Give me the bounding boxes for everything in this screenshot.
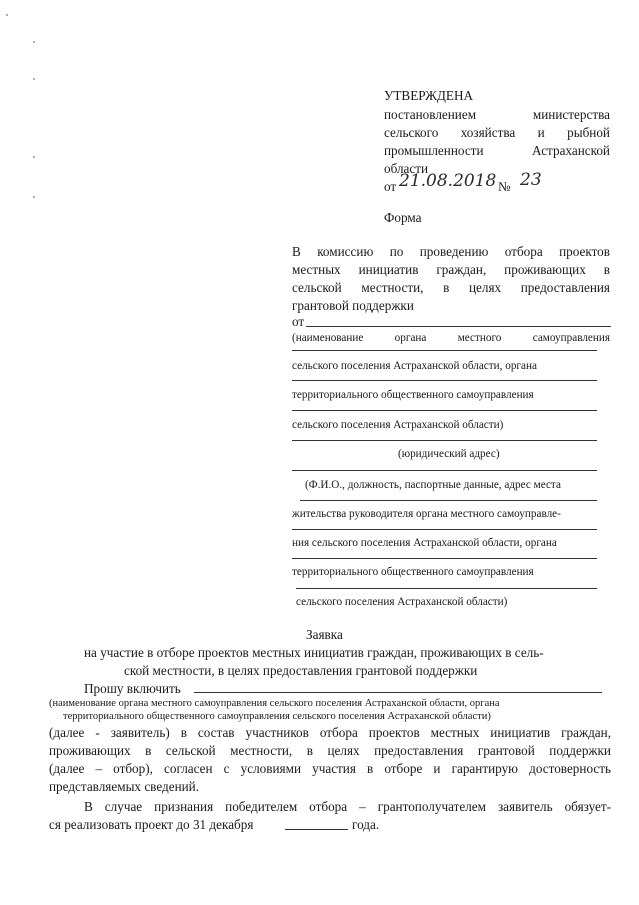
applicant-name-fill — [194, 692, 602, 693]
approval-date-prefix: от — [384, 179, 397, 194]
fill-line — [292, 440, 597, 441]
applicant-hint-line: ния сельского поселения Астраханской области, органа — [292, 537, 557, 549]
approval-line: области — [384, 161, 429, 176]
request-hint: (наименование органа местного самоуправления сельского поселения Астраханской области, органа — [49, 698, 500, 709]
body-line: (далее - заявитель) в состав участников отбора проектов местных инициатив граждан, — [49, 725, 611, 740]
request-label: Прошу включить — [84, 681, 181, 696]
scan-speck — [33, 156, 35, 158]
fill-line — [292, 350, 597, 351]
applicant-hint-line: сельского поселения Астраханской области, органа — [292, 360, 537, 372]
fill-line — [292, 558, 597, 559]
fill-line — [292, 380, 597, 381]
addressee-line: грантовой поддержки — [292, 298, 414, 313]
application-subtitle: ской местности, в целях предоставления грантовой поддержки — [124, 663, 478, 678]
scan-speck — [33, 78, 35, 80]
fill-line — [292, 410, 597, 411]
applicant-hint-line: (юридический адрес) — [398, 448, 500, 460]
addressee-line: В комиссию по проведению отбора проектов — [292, 244, 610, 259]
application-subtitle: на участие в отборе проектов местных инициатив граждан, проживающих в сель- — [84, 645, 544, 660]
addressee-line: сельской местности, в целях предоставления — [292, 280, 610, 295]
request-hint: территориального общественного самоуправления сельского поселения Астраханской области) — [63, 711, 491, 722]
applicant-hint-line: сельского поселения Астраханской области) — [292, 419, 504, 431]
form-label: Форма — [384, 210, 422, 225]
applicant-name-field — [306, 326, 611, 327]
fill-line — [300, 500, 597, 501]
body-line: ся реализовать проект до 31 декабря — [49, 817, 254, 832]
applicant-hint-line: территориального общественного самоуправления — [292, 566, 534, 578]
applicant-hint-line: сельского поселения Астраханской области) — [296, 596, 508, 608]
approval-number-sign: № — [498, 179, 511, 194]
applicant-hint-line: жительства руководителя органа местного самоуправле- — [292, 508, 561, 520]
approval-number-handwritten: 23 — [520, 170, 542, 190]
scan-speck — [33, 41, 35, 43]
approval-title: УТВЕРЖДЕНА — [384, 88, 474, 103]
applicant-hint-line: территориального общественного самоуправления — [292, 389, 534, 401]
applicant-hint-line: (наименование органа местного самоуправления — [292, 332, 610, 344]
fill-line — [292, 470, 597, 471]
addressee-from-label: от — [292, 314, 305, 329]
application-title: Заявка — [306, 627, 343, 642]
body-line: (далее – отбор), согласен с условиями участия в отборе и гарантирую достоверность — [49, 761, 611, 776]
scan-speck — [6, 14, 8, 16]
body-line-end: года. — [352, 817, 380, 832]
applicant-hint-line: (Ф.И.О., должность, паспортные данные, адрес места — [305, 479, 561, 491]
body-line: В случае признания победителем отбора – грантополучателем заявитель обязует- — [84, 799, 611, 814]
fill-line — [296, 588, 597, 589]
fill-line — [292, 529, 597, 530]
approval-line: сельского хозяйства и рыбной — [384, 125, 610, 140]
approval-line: постановлением министерства — [384, 107, 610, 122]
approval-date-handwritten: 21.08.2018 — [399, 171, 497, 191]
approval-line: промышленности Астраханской — [384, 143, 610, 158]
addressee-line: местных инициатив граждан, проживающих в — [292, 262, 610, 277]
year-fill — [285, 829, 348, 830]
body-line: представляемых сведений. — [49, 779, 200, 794]
scan-speck — [33, 196, 35, 198]
body-line: проживающих в сельской местности, в целях предоставления грантовой поддержки — [49, 743, 611, 758]
